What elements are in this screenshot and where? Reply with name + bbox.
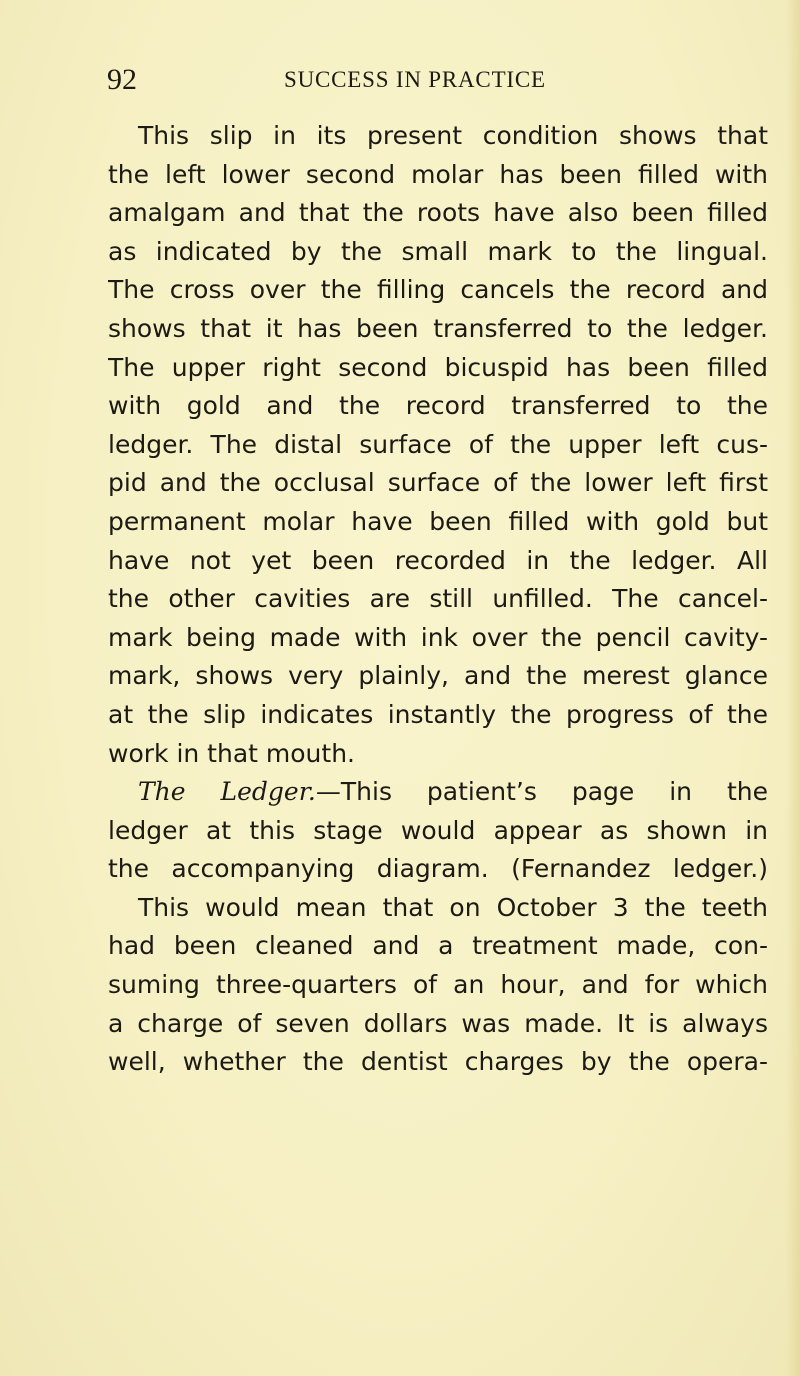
line-text: ledger. The distal surface of the upper left cus- [108,429,768,459]
text-line [108,503,768,542]
line-text: a charge of seven dollars was made. It is always [108,1008,768,1038]
text-line [108,735,768,774]
text-line [108,310,768,349]
text-line [108,464,768,503]
text-line [108,194,768,233]
line-text: permanent molar have been filled with gold but [108,506,768,536]
line-text: at the slip indicates instantly the progress of the [108,699,768,729]
text-line [108,812,768,851]
line-text: well, whether the dentist charges by the opera- [108,1047,768,1077]
text-line [108,349,768,388]
text-line [108,580,768,619]
line-text: The upper right second bicuspid has been filled [108,352,768,382]
body-text [108,117,768,1082]
text-line [108,773,768,812]
text-line [108,966,768,1005]
text-line [108,657,768,696]
line-text: with gold and the record transferred to the [108,391,768,421]
line-text: had been cleaned and a treatment made, con- [108,931,768,961]
line-text: the other cavities are still unfilled. The cancel- [108,584,768,614]
text-line [108,426,768,465]
text-line [108,156,768,195]
text-line [108,1005,768,1044]
line-text: This slip in its present condition shows that [138,121,768,150]
page-edge-shadow [786,0,800,1376]
text-line [108,1043,768,1082]
text-line [108,271,768,310]
line-text: work in that mouth. [108,738,355,768]
line-text: suming three-quarters of an hour, and for which [108,970,768,1000]
line-text: the left lower second molar has been filled with [108,159,768,189]
line-text: The cross over the filling cancels the record and [108,275,768,305]
text-line [108,696,768,735]
text-line [108,889,768,928]
line-text: the accompanying diagram. (Fernandez ledger.) [108,854,768,884]
line-text: This would mean that on October 3 the teeth [138,892,768,922]
line-text: mark being made with ink over the pencil cavity- [108,622,768,652]
line-text: as indicated by the small mark to the lingual. [108,236,768,266]
text-line [108,387,768,426]
text-line [108,927,768,966]
text-line [108,117,768,156]
line-text: have not yet been recorded in the ledger. All [108,545,768,575]
text-line [108,233,768,272]
page-number: 92 [107,63,137,96]
italic-heading: The Ledger. [138,777,316,807]
text-line [108,542,768,581]
line-text: mark, shows very plainly, and the merest glance [108,661,768,691]
line-text: amalgam and that the roots have also been filled [108,198,768,228]
page-header [107,62,747,98]
running-head: SUCCESS IN PRACTICE [284,67,546,92]
line-text: shows that it has been transferred to the ledger. [108,313,768,343]
text-line [108,619,768,658]
text-line [108,850,768,889]
line-text: —This patient’s page in the [315,777,768,807]
line-text: ledger at this stage would appear as shown in [108,815,768,845]
line-text: pid and the occlusal surface of the lower left first [108,468,768,498]
